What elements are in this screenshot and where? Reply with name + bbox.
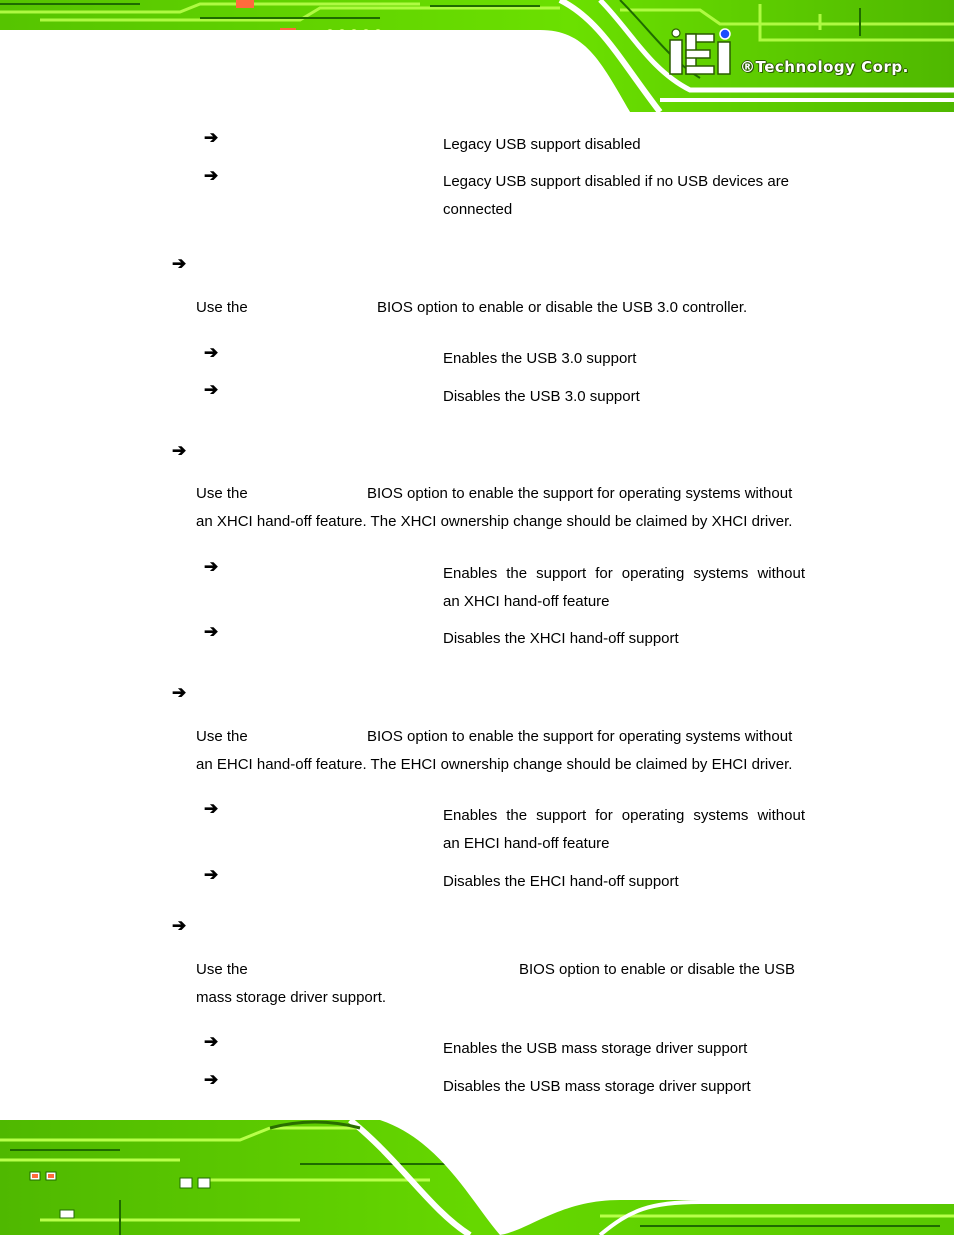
iei-logo-icon — [668, 28, 738, 78]
option-description: Disables the EHCI hand-off support — [443, 873, 679, 890]
footer-banner — [0, 1120, 954, 1235]
arrow-icon: ➔ — [204, 1070, 219, 1089]
arrow-icon: ➔ — [204, 380, 219, 399]
option-description: Enables the USB mass storage driver support — [443, 1040, 748, 1057]
option-description: connected — [443, 201, 513, 218]
brand-text: ®Technology Corp. — [740, 58, 909, 76]
option-description: Legacy USB support disabled — [443, 136, 641, 153]
section-arrow-icon: ➔ — [172, 683, 187, 702]
intro-text: BIOS option to enable or disable the USB — [519, 961, 796, 978]
arrow-icon: ➔ — [204, 343, 219, 362]
intro-text: an XHCI hand-off feature. The XHCI ownership change should be claimed by XHCI driver. — [196, 513, 793, 530]
intro-text: BIOS option to enable the support for operating systems without — [367, 485, 793, 502]
intro-text: mass storage driver support. — [196, 989, 387, 1006]
intro-prefix: Use the — [196, 961, 248, 978]
circuit-board-header-graphic — [0, 0, 954, 112]
arrow-icon: ➔ — [204, 557, 219, 576]
intro-prefix: Use the — [196, 299, 248, 316]
arrow-icon: ➔ — [204, 128, 219, 147]
arrow-icon: ➔ — [204, 799, 219, 818]
option-description: Disables the USB mass storage driver support — [443, 1078, 751, 1095]
option-description: an XHCI hand-off feature — [443, 593, 610, 610]
option-description: Enables the support for operating systems without — [443, 807, 805, 824]
arrow-icon: ➔ — [204, 622, 219, 641]
intro-text: BIOS option to enable the support for operating systems without — [367, 728, 793, 745]
intro-text: an EHCI hand-off feature. The EHCI ownership change should be claimed by EHCI driver. — [196, 756, 793, 773]
option-description: Disables the USB 3.0 support — [443, 388, 640, 405]
intro-prefix: Use the — [196, 485, 248, 502]
intro-prefix: Use the — [196, 728, 248, 745]
option-description: an EHCI hand-off feature — [443, 835, 610, 852]
section-arrow-icon: ➔ — [172, 254, 187, 273]
option-description: Disables the XHCI hand-off support — [443, 630, 679, 647]
arrow-icon: ➔ — [204, 166, 219, 185]
intro-text: BIOS option to enable or disable the USB 3.0 controller. — [377, 299, 748, 316]
section-arrow-icon: ➔ — [172, 441, 187, 460]
arrow-icon: ➔ — [204, 1032, 219, 1051]
option-description: Legacy USB support disabled if no USB devices are — [443, 173, 790, 190]
section-arrow-icon: ➔ — [172, 916, 187, 935]
header-banner — [0, 0, 954, 112]
option-description: Enables the support for operating systems without — [443, 565, 805, 582]
arrow-icon: ➔ — [204, 865, 219, 884]
circuit-board-footer-graphic — [0, 1120, 954, 1235]
option-description: Enables the USB 3.0 support — [443, 350, 637, 367]
